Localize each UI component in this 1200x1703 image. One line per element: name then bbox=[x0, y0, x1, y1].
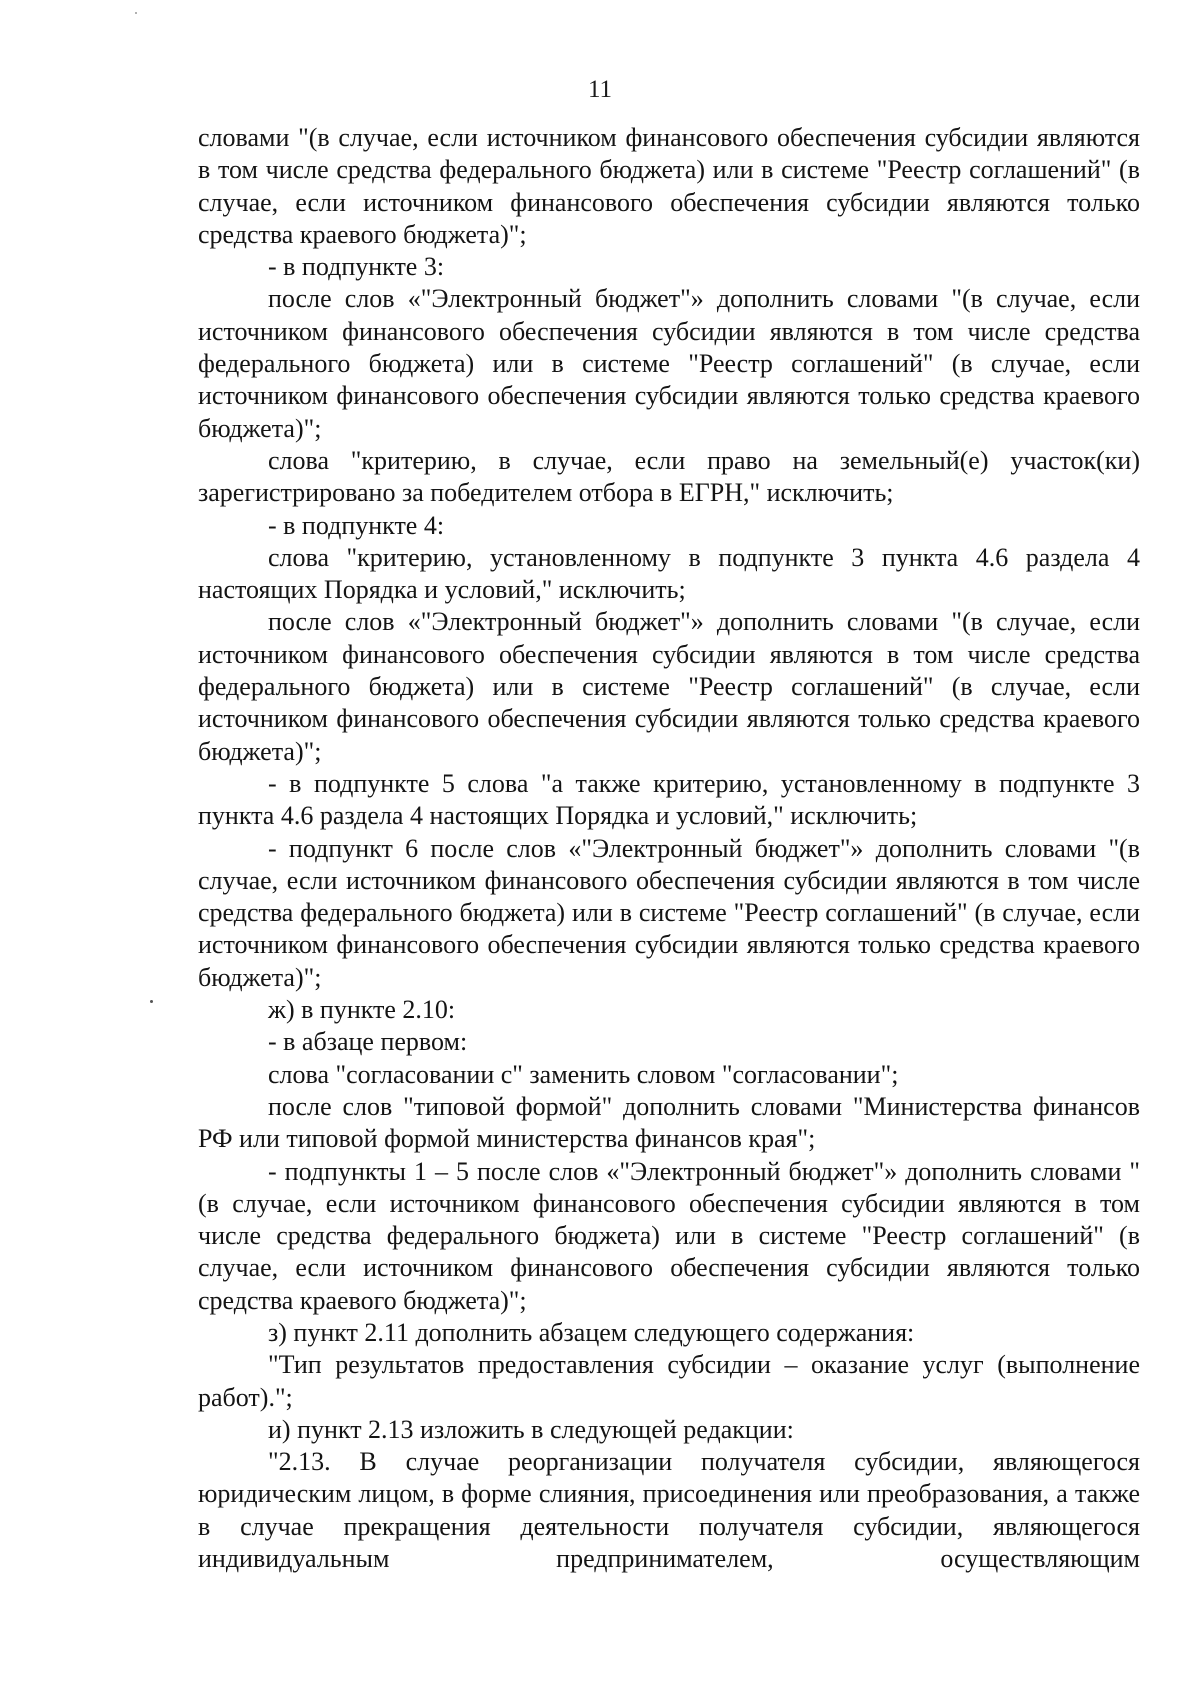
scan-speck bbox=[150, 1000, 153, 1003]
paragraph-subitem-3-heading: - в подпункте 3: bbox=[268, 252, 445, 282]
document-body bbox=[198, 122, 1140, 1575]
paragraph-replace-words: слова "согласовании с" заменить словом "согласовании"; bbox=[268, 1059, 899, 1089]
paragraph-continuation: словами "(в случае, если источником финансового обеспечения субсидии являются в том числе средства федерального бюджета) или в системе "Реестр соглашений" (в случае, если источником финансового обеспечения субсидии являются только средства краевого бюджета)"; bbox=[198, 123, 1140, 249]
paragraph-item-i: и) пункт 2.13 изложить в следующей редакции: bbox=[268, 1414, 794, 1444]
paragraph-subitem-5: - в подпункте 5 слова "а также критерию, установленному в подпункте 3 пункта 4.6 раздела 4 настоящих Порядка и условий," исключить; bbox=[198, 768, 1140, 831]
paragraph-subitem-3-addition: после слов «"Электронный бюджет"» дополнить словами "(в случае, если источником финансового обеспечения субсидии являются в том числе средства федерального бюджета) или в системе "Реестр соглашений" (в случае, если источником финансового обеспечения субсидии являются только средства краевого бюджета)"; bbox=[198, 284, 1140, 443]
paragraph-subitem-4-heading: - в подпункте 4: bbox=[268, 510, 445, 540]
paragraph-item-zh: ж) в пункте 2.10: bbox=[268, 995, 456, 1025]
paragraph-item-z: з) пункт 2.11 дополнить абзацем следующего содержания: bbox=[268, 1317, 915, 1347]
paragraph-subitem-4-addition: после слов «"Электронный бюджет"» дополнить словами "(в случае, если источником финансового обеспечения субсидии являются в том числе средства федерального бюджета) или в системе "Реестр соглашений" (в случае, если источником финансового обеспечения субсидии являются только средства краевого бюджета)"; bbox=[198, 607, 1140, 766]
page-number: 11 bbox=[587, 76, 613, 103]
paragraph-typical-form: после слов "типовой формой" дополнить словами "Министерства финансов РФ или типовой формой министерства финансов края"; bbox=[198, 1091, 1140, 1154]
paragraph-2-13: "2.13. В случае реорганизации получателя субсидии, являющегося юридическим лицом, в форме слияния, присоединения или преобразования, а также в случае прекращения деятельности получателя субсидии, являющегося индивидуальным предпринимателем, осуществляющим bbox=[198, 1447, 1140, 1574]
paragraph-first-abzac: - в абзаце первом: bbox=[268, 1027, 468, 1057]
paragraph-subitem-6: - подпункт 6 после слов «"Электронный бюджет"» дополнить словами "(в случае, если источником финансового обеспечения субсидии являются в том числе средства федерального бюджета) или в системе "Реестр соглашений" (в случае, если источником финансового обеспечения субсидии являются только средства краевого бюджета)"; bbox=[198, 833, 1140, 992]
scan-speck bbox=[135, 12, 137, 14]
paragraph-result-type: "Тип результатов предоставления субсидии – оказание услуг (выполнение работ)."; bbox=[198, 1350, 1140, 1412]
paragraph-subitem-4-exclusion: слова "критерию, установленному в подпункте 3 пункта 4.6 раздела 4 настоящих Порядка и условий," исключить; bbox=[198, 542, 1140, 605]
paragraph-subitems-1-5: - подпункты 1 – 5 после слов «"Электронный бюджет"» дополнить словами "(в случае, если источником финансового обеспечения субсидии являются в том числе средства федерального бюджета) или в системе "Реестр соглашений" (в случае, если источником финансового обеспечения субсидии являются только средства краевого бюджета)"; bbox=[198, 1156, 1140, 1315]
paragraph-subitem-3-exclusion: слова "критерию, в случае, если право на земельный(е) участок(ки) зарегистрировано за победителем отбора в ЕГРН," исключить; bbox=[198, 445, 1140, 508]
